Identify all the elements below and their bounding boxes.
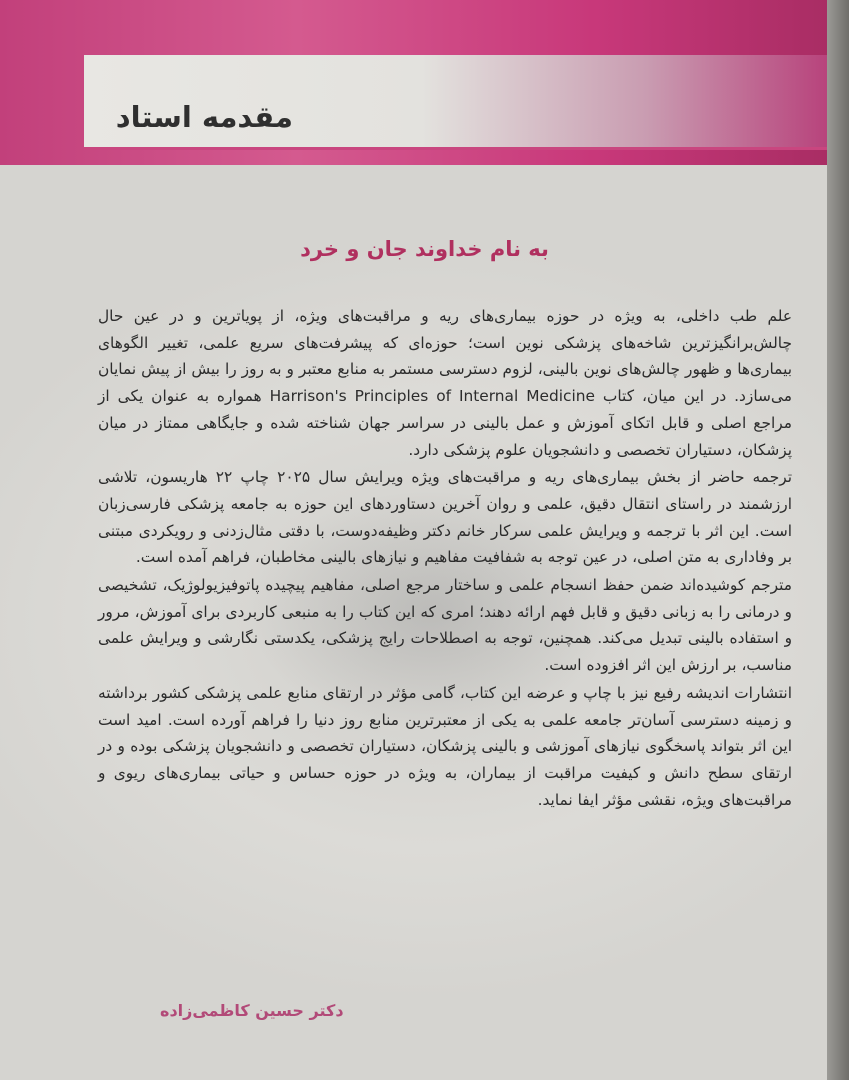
paragraph: انتشارات اندیشه رفیع نیز با چاپ و عرضه این کتاب، گامی مؤثر در ارتقای منابع علمی پزشکی کشور برداشته و زمینه دسترسی آسان‌تر جامعه علمی به یکی از معتبرترین منابع روز دنیا را فراهم آورده است. امید است این اثر بتواند پاسخگوی نیازهای آموزشی و بالینی پزشکان، دستیاران تخصصی و دانشجویان پزشکی بوده و در ارتقای سطح دانش و کیفیت مراقبت از بیماران، به ویژه در حوزه حساس و حیاتی بیماری‌های ریوی و مراقبت‌های ویژه، نقشی مؤثر ایفا نماید.: [98, 683, 792, 809]
invocation-heading: به نام خداوند جان و خرد: [300, 237, 549, 261]
page-title: مقدمه استاد: [115, 100, 293, 134]
paragraph: مترجم کوشیده‌اند ضمن حفظ انسجام علمی و ساختار مرجع اصلی، مفاهیم پیچیده پاتوفیزیولوژیک، تشخیصی و درمانی را به زبانی دقیق و قابل فهم ارائه دهند؛ امری که این کتاب را به منبعی کاربردی برای آموزش، مرور و استفاده بالینی تبدیل می‌کند. همچنین، توجه به اصطلاحات رایج پزشکی، یکدستی نگارشی و ویرایش علمی مناسب، بر ارزش این اثر افزوده است.: [98, 576, 792, 675]
paragraph: ترجمه حاضر از بخش بیماری‌های ریه و مراقبت‌های ویژه ویرایش سال ۲۰۲۵ چاپ ۲۲ هاریسون، تلاشی ارزشمند در راستای انتقال دقیق، علمی و روان آخرین دستاوردهای این حوزه به جامعه پزشکی فارسی‌زبان است. این اثر با ترجمه و ویرایش علمی سرکار خانم دکتر وظیفه‌دوست، با دقتی مثال‌زدنی و رویکردی مبتنی بر وفاداری به متن اصلی، در عین توجه به شفافیت مفاهیم و نیازهای بالینی مخاطبان، فراهم آمده است.: [98, 468, 792, 567]
body-text: [98, 303, 792, 813]
paragraph: علم طب داخلی، به ویژه در حوزه بیماری‌های ریه و مراقبت‌های ویژه، از پویاترین و در عین حال چالش‌برانگیزترین شاخه‌های پزشکی نوین است؛ حوزه‌ای که پیشرفت‌های سریع علمی، تغییر الگوهای بیماری‌ها و ظهور چالش‌های نوین بالینی، لزوم دسترسی مستمر به منابع معتبر و به روز را بیش از پیش نمایان می‌سازد. در این میان، کتاب Harrison's Principles of Internal Medicine همواره به عنوان یکی از مراجع اصلی و قابل اتکای آموزش و عمل بالینی در سراسر جهان شناخته شده و جایگاهی ممتاز در میان پزشکان، دستیاران تخصصی و دانشجویان علوم پزشکی دارد.: [98, 307, 792, 459]
page-content: [0, 165, 849, 1080]
author-signature: دکتر حسین کاظمی‌زاده: [160, 1001, 344, 1020]
